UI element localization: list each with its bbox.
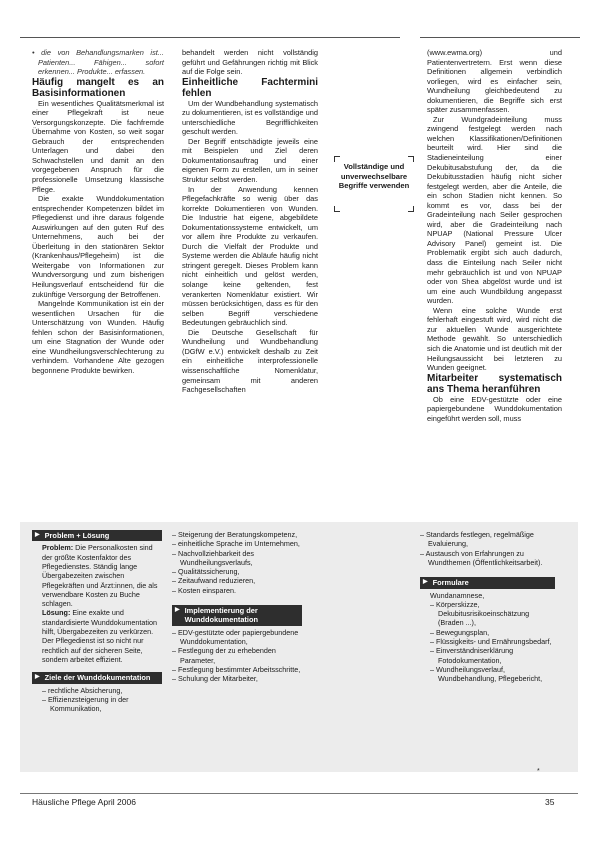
list-item: – Festlegung bestimmter Arbeitsschritte, <box>172 665 301 675</box>
problem-text <box>42 543 162 608</box>
list-item: – Standards festlegen, regelmäßige Evaluierung, <box>420 530 534 549</box>
list-item-text: Steigerung der Beratungskompetenz, <box>178 530 298 539</box>
section-heading: Einheitliche Fachtermini fehlen <box>182 76 318 99</box>
list-item: – Wundheilungsverlauf, Wundbehandlung, Pflegebericht, <box>430 664 543 684</box>
forms-header <box>420 577 555 588</box>
paragraph: Wenn eine solche Wunde erst fehlerhaft eingestuft wird, wird nicht die zur aktuellen Wunde ausgerichtete Methode gewählt. So unterschiedlich sich die Anatomie und ist deutlich mit der Heilungsaussicht bei letzteren zu Wunden geeignet. <box>427 305 562 373</box>
section-title: Formulare <box>432 578 469 588</box>
corner-mark <box>334 206 340 212</box>
solution-label: Lösung: <box>42 608 71 618</box>
list-item-text: Wundheilungsverlauf, Wundbehandlung, Pflegebericht, <box>436 664 543 684</box>
paragraph: Ein wesentliches Qualitätsmerkmal ist einer Pflegekraft ist neue Versorgungskonzepte. Die fachfremde Übernahme von Kosten, so weit sogar Gebrauch der entsprechenden Unterlagen und dabei den Schwachstellen und damit an den vorgegebenen Anspruch für die professionelle Umsetzung klassische Pflege. <box>32 98 164 194</box>
implementation-list <box>172 628 302 684</box>
section-heading: Häufig mangelt es an Basisinformationen <box>32 76 164 99</box>
article-column-2 <box>182 48 318 395</box>
section-title: Problem + Lösung <box>44 531 110 540</box>
pull-quote <box>334 156 414 212</box>
header-rule-left <box>20 37 400 38</box>
list-item: – Nachvollziehbarkeit des Wundheilungsverlaufs, <box>172 548 254 567</box>
list-item-text: Bewegungsplan, <box>436 627 490 637</box>
forms-list <box>430 600 555 684</box>
section-heading: Mitarbeiter systematisch ans Thema heranführen <box>427 372 562 395</box>
list-item: – Kosten einsparen. <box>172 585 236 595</box>
list-item: – Festlegung der zu erhebenden Parameter, <box>172 646 276 665</box>
problem-solution-body <box>32 543 162 664</box>
section-title: Ziele der Wunddokumentation <box>44 673 151 683</box>
info-box-column-2 <box>172 530 302 684</box>
bullet-item: • die von Behandlungsmarken ist... Patienten... Fähigen... sofort erkennen... Produkte... erfassen. <box>32 48 164 77</box>
list-item-text: Standards festlegen, regelmäßige Evaluierung, <box>426 530 534 549</box>
list-item-text: rechtliche Absicherung, <box>48 685 123 695</box>
list-item: – Körperskizze, Dekubitusrisikoeinschätzung (Braden ...), <box>430 599 530 628</box>
header-rule-right <box>420 37 580 38</box>
triangle-right-icon: ▶ <box>423 579 428 586</box>
problem-solution-header <box>32 530 162 541</box>
list-item-text: Festlegung der zu erhebenden Parameter, <box>178 646 276 665</box>
forms-intro: Wundanamnese, <box>430 590 485 600</box>
list-item-text: Zeitaufwand reduzieren, <box>178 576 256 586</box>
list-item-text: Schulung der Mitarbeiter, <box>178 674 258 684</box>
corner-mark <box>408 206 414 212</box>
list-item: – einheitliche Sprache im Unternehmen, <box>172 539 300 549</box>
paragraph: behandelt werden nicht vollständig geführt und Gefährungen richtig mit Blick auf die Folge sein. <box>182 48 318 77</box>
list-item: – Qualitätssicherung, <box>172 567 240 577</box>
article-column-3 <box>427 48 562 423</box>
list-item-text: Festlegung bestimmter Arbeitsschritte, <box>178 665 301 675</box>
list-item-text: Einverständniserklärung Fotodokumentation, <box>436 646 514 665</box>
list-item: – Effizienzsteigerung in der Kommunikation, <box>42 694 129 714</box>
page-number: 35 <box>545 797 555 807</box>
paragraph: (www.ewma.org) und Patientenvertretern. Erst wenn diese Definitionen allgemein verbindlich vorliegen, wird es einfacher sein, Wundheilung gleichbedeutend zu dokumentieren, die Begriffe sich erst später zusammenfassen. <box>427 48 562 115</box>
list-item-text: Effizienzsteigerung in der Kommunikation, <box>48 694 129 714</box>
paragraph: Die exakte Wunddokumentation entsprechender Kompetenzen bildet im Pflegedienst und ihre daraus folgende Auswirkungen auf den guten Ruf des Unternehmens, auch bei der Überleitung in den stationären Sektor (Krankenhaus/Pflegeheim) ist die Weitergabe von Informationen zur Wundversorgung und zum bisherigen Heilungsverlauf entscheidend für die zukünftige Versorgung der Betroffenen. <box>32 194 164 299</box>
list-item: – rechtliche Absicherung, <box>42 685 123 695</box>
list-item-text: Kosten einsparen. <box>178 585 236 595</box>
triangle-right-icon: ▶ <box>175 607 180 614</box>
paragraph: Ob eine EDV-gestützte oder eine papiergebundene Wunddokumentation eingeführt werden soll, muss <box>427 394 562 423</box>
solution-description: Eine exakte und standardisierte Wunddokumentation hilft, Übergabezeiten zu verkürzen. Der Pflegedienst ist so nicht nur rechtlich auf der sicheren Seite, sondern arbeitet effizient. <box>42 608 157 664</box>
paragraph: Zur Wundgradeinteilung muss zwingend festgelegt werden nach welchen Klassifikationen/Definitionen beurteilt wird. Hier sind die Stadieneinteilung einer Dekubitusabstufung der, da die Dekubitusstadien häufig nicht sicher festgelegt werden, aber die Anteile, die ein schon Stadien nicht kennen. So kommt es vor, dass bei der Gradeinteilung nach Seiler gesprochen wird, aber die Gradeinteilung nach NPUAP (National Pressure Ulcer Advisory Panel) gemeint ist. Die Problematik ergibt sich auch dadurch, dass die Einteilung nach Seiler nicht mehr gebräuchlich ist und von NPUAP oder von Shea abgelöst wurde und ist um eine auch Wundbildung angepasst wurden. <box>427 114 562 306</box>
implementation-header <box>172 605 302 626</box>
benefits-list <box>172 530 302 595</box>
triangle-right-icon: ▶ <box>35 674 40 681</box>
list-item: – Austausch von Erfahrungen zu Wundthemen (Öffentlichkeitsarbeit). <box>420 548 543 567</box>
paragraph: Mangelnde Kommunikation ist ein der wesentlichen Ursachen für die Unterschätzung von Wunden. Häufig fehlen schon der Basisinformationen, um eine Stagnation der Wunde oder eine Wundheilungsverschlechterung zu verhindern. Vorhandene Alte gezogen begonnene Produkte bewirken. <box>32 299 164 375</box>
section-title: Implementierung der Wunddokumentation <box>184 606 258 625</box>
list-item: – Flüssigkeits- und Ernährungsbedarf, <box>430 637 552 647</box>
article-column-1 <box>32 48 164 376</box>
list-item-text: einheitliche Sprache im Unternehmen, <box>178 539 300 549</box>
list-item-text: Flüssigkeits- und Ernährungsbedarf, <box>436 637 552 647</box>
list-item: – EDV-gestützte oder papiergebundene Wunddokumentation, <box>172 627 299 647</box>
asterisk-mark: * <box>537 768 540 775</box>
paragraph: Die Deutsche Gesellschaft für Wundheilung und Wundbehandlung (DGfW e.V.) entwickelt deshalb zu Zeit ein einheitliche interprofessionelle wissenschaftliche Nomenklatur, gemeinsam mit anderen Fachgesellschaften <box>182 327 318 395</box>
footer-rule <box>20 793 578 794</box>
list-item-text: Körperskizze, Dekubitusrisikoeinschätzung (Braden ...), <box>436 599 530 628</box>
list-item: – Steigerung der Beratungskompetenz, <box>172 530 298 539</box>
footer-publication: Häusliche Pflege April 2006 <box>32 797 136 807</box>
paragraph: Der Begriff entschädigte jeweils eine mit Beispielen und Ziel deren Dokumentationsauftrag und einer eigenen Form zu erstellen, um in seiner Struktur selbst werden. <box>182 136 318 185</box>
list-item: – Zeitaufwand reduzieren, <box>172 576 256 586</box>
solution-text <box>42 608 162 664</box>
paragraph: In der Anwendung kennen Pflegefachkräfte so wenig über das korrekte Dokumentieren von Wunden. Die Industrie hat eigene, abgebildete Dokumentationssysteme entwickelt, um vor allem ihre Produkte zu verkaufen. Durch die Vielfalt der Produkte und Systeme werden die Abläufe häufig nicht stringent geregelt. Dieses Problem kann nicht einheitlich und gelöst werden, solange keine geltenden, fest verankerten Nomenklatur existiert. Wir müssen berücksichtigen, dass es für den selben Begriff verschiedene Bedeutungen gebräuchlich sind. <box>182 184 318 328</box>
list-item-text: Austausch von Erfahrungen zu Wundthemen (Öffentlichkeitsarbeit). <box>425 548 543 567</box>
problem-label: Problem: <box>42 543 74 553</box>
list-item-text: Nachvollziehbarkeit des Wundheilungsverlaufs, <box>178 548 254 567</box>
goals-header <box>32 672 162 683</box>
list-item-text: EDV-gestützte oder papiergebundene Wunddokumentation, <box>178 627 299 647</box>
list-item-text: Qualitätssicherung, <box>178 567 240 577</box>
pull-quote-text: Vollständige und unverwechselbare Begriffe verwenden <box>338 162 410 191</box>
paragraph: Um der Wundbehandlung systematisch zu dokumentieren, ist es vollständige und unterschiedliche Begrifflichkeiten geschult werden. <box>182 98 318 137</box>
goals-list <box>32 686 162 714</box>
info-box-column-3 <box>420 530 555 684</box>
problem-description: Die Personalkosten sind der größte Kostenfaktor des Pflegedienstes. Ständig lange Übergabezeiten zwischen Pflegekräften und Ärzt:innen, die als verwendbare Kosten zu Buche schlagen. <box>42 543 158 609</box>
list-item: – Bewegungsplan, <box>430 627 490 637</box>
forms-body <box>420 591 555 684</box>
standards-list <box>420 530 555 567</box>
list-item: – Schulung der Mitarbeiter, <box>172 674 258 684</box>
info-box-column-1 <box>32 530 162 714</box>
list-item: – Einverständniserklärung Fotodokumentation, <box>430 646 514 665</box>
triangle-right-icon: ▶ <box>35 532 40 538</box>
